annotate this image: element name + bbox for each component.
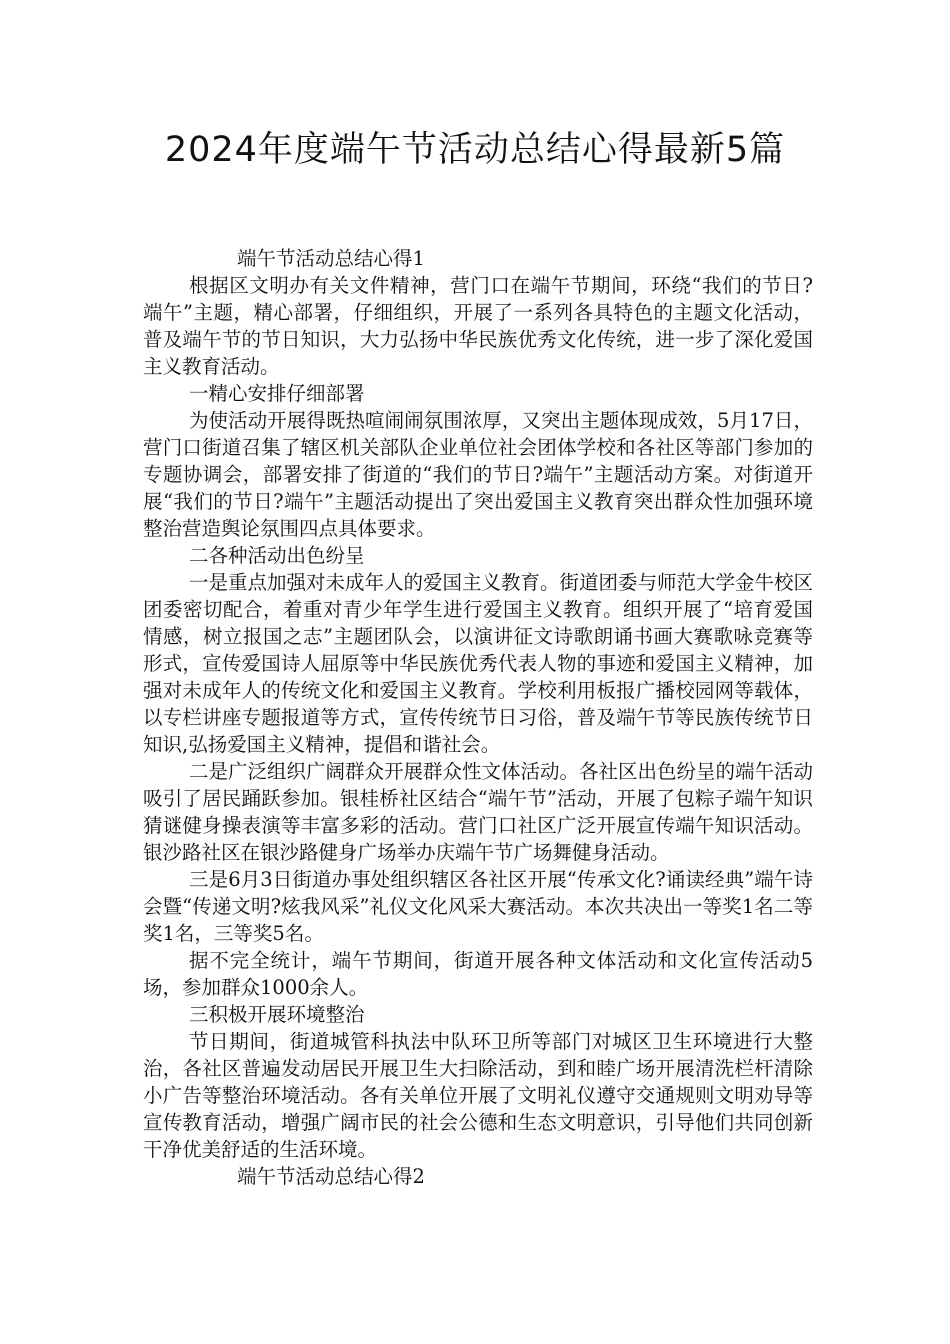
document-body xyxy=(143,245,813,1190)
subheading-planning: 一精心安排仔细部署 xyxy=(189,382,365,405)
paragraph-statistics: 据不完全统计，端午节期间，街道开展各种文体活动和文化宣传活动5场，参加群众1000余人。 xyxy=(143,949,813,999)
paragraph-youth-education: 一是重点加强对未成年人的爱国主义教育。街道团委与师范大学金牛校区团委密切配合，着重对青少年学生进行爱国主义教育。组织开展了“培育爱国情感，树立报国之志”主题团队会，以演讲征文诗歌朗诵书画大赛歌咏竞赛等形式，宣传爱国诗人屈原等中华民族优秀代表人物的事迹和爱国主义精神，加强对未成年人的传统文化和爱国主义教育。学校利用板报广播校园网等载体，以专栏讲座专题报道等方式，宣传传统节日习俗，普及端午节等民族传统节日知识,弘扬爱国主义精神，提倡和谐社会。 xyxy=(143,571,814,756)
document-title: 2024年度端午节活动总结心得最新5篇 xyxy=(164,130,786,170)
paragraph-poetry-contest: 三是6月3日街道办事处组织辖区各社区开展“传承文化?诵读经典”端午诗会暨“传递文明?炫我风采”礼仪文化风采大赛活动。本次共决出一等奖1名二等奖1名，三等奖5名。 xyxy=(143,868,813,945)
paragraph-environment: 节日期间，街道城管科执法中队环卫所等部门对城区卫生环境进行大整治，各社区普遍发动居民开展卫生大扫除活动，到和睦广场开展清洗栏杆清除小广告等整治环境活动。各有关单位开展了文明礼仪遵守交通规则文明劝导等宣传教育活动，增强广阔市民的社会公德和生态文明意识，引导他们共同创新干净优美舒适的生活环境。 xyxy=(143,1030,813,1161)
subheading-environment: 三积极开展环境整治 xyxy=(189,1003,365,1026)
subheading-activities: 二各种活动出色纷呈 xyxy=(189,544,365,567)
section-heading-2: 端午节活动总结心得2 xyxy=(237,1165,425,1188)
section-heading-1: 端午节活动总结心得1 xyxy=(237,247,425,270)
paragraph-community-activities: 二是广泛组织广阔群众开展群众性文体活动。各社区出色纷呈的端午活动吸引了居民踊跃参加。银桂桥社区结合“端午节”活动，开展了包粽子端午知识猜谜健身操表演等丰富多彩的活动。营门口社区广泛开展宣传端午知识活动。银沙路社区在银沙路健身广场举办庆端午节广场舞健身活动。 xyxy=(143,760,814,864)
paragraph-planning: 为使活动开展得既热喧闹闹氛围浓厚，又突出主题体现成效，5月17日，营门口街道召集了辖区机关部队企业单位社会团体学校和各社区等部门参加的专题协调会，部署安排了街道的“我们的节日?端午”主题活动方案。对街道开展“我们的节日?端午”主题活动提出了突出爱国主义教育突出群众性加强环境整治营造舆论氛围四点具体要求。 xyxy=(143,409,813,540)
paragraph-intro: 根据区文明办有关文件精神，营门口在端午节期间，环绕“我们的节日?端午”主题，精心部署，仔细组织，开展了一系列各具特色的主题文化活动，普及端午节的节日知识，大力弘扬中华民族优秀文化传统，进一步了深化爱国主义教育活动。 xyxy=(143,274,813,378)
